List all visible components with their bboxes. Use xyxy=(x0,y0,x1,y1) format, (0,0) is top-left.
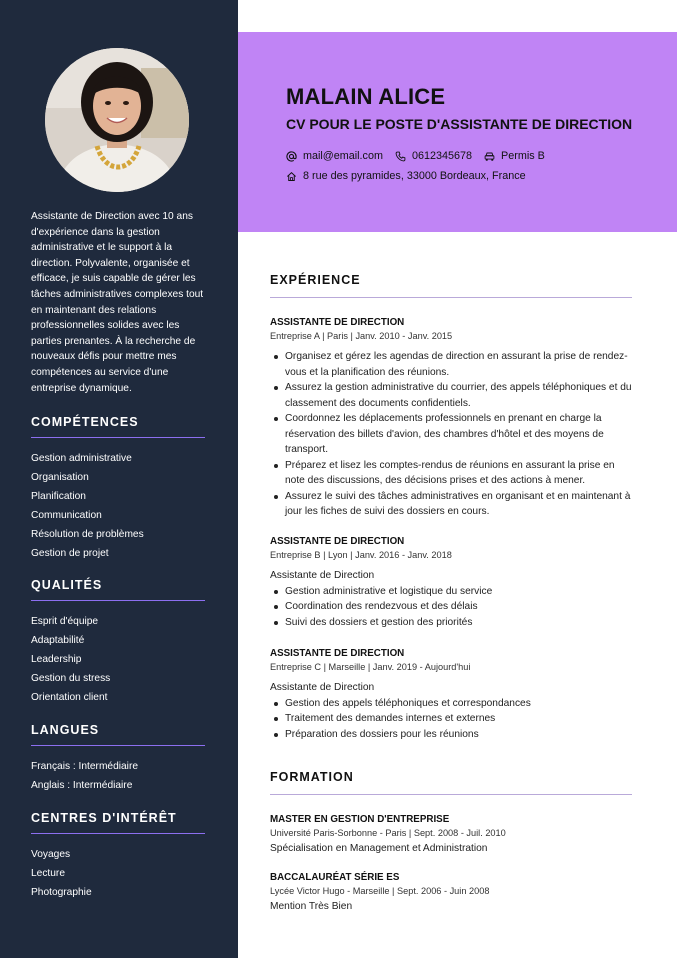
contact-info xyxy=(286,146,557,186)
home-icon xyxy=(286,171,297,182)
sidebar xyxy=(0,0,238,958)
education-title: FORMATION xyxy=(270,770,354,784)
job-entry-title: ASSISTANTE DE DIRECTION xyxy=(270,317,405,328)
job-entry-subtitle: Entreprise C | Marseille | Janv. 2019 - Aujourd'hui xyxy=(270,662,471,672)
job-entry xyxy=(270,647,632,742)
profile-photo xyxy=(45,48,189,192)
list-item: Orientation client xyxy=(31,692,108,703)
list-item: Organisation xyxy=(31,472,89,483)
skills-divider xyxy=(31,437,205,438)
job-title: CV POUR LE POSTE D'ASSISTANTE DE DIRECTION xyxy=(286,116,633,132)
job-entry-bullets xyxy=(270,349,632,520)
qualities-section xyxy=(31,578,205,707)
address-row xyxy=(286,166,557,186)
education-entry-description: Spécialisation en Management et Administration xyxy=(270,843,488,854)
cv-header xyxy=(238,32,677,232)
email-text: mail@email.com xyxy=(303,150,383,162)
interests-title: CENTRES D'INTÉRÊT xyxy=(31,811,177,825)
languages-title: LANGUES xyxy=(31,723,100,737)
education-entry-description: Mention Très Bien xyxy=(270,901,353,912)
list-item: Voyages xyxy=(31,849,71,860)
job-entry-title: ASSISTANTE DE DIRECTION xyxy=(270,536,405,547)
phone-text: 0612345678 xyxy=(411,150,473,162)
qualities-list xyxy=(31,612,205,707)
education-entry-title: BACCALAURÉAT SÉRIE ES xyxy=(270,872,400,883)
email-contact[interactable] xyxy=(286,150,383,162)
list-item: Organisez et gérez les agendas de direction en assurant la prise de rendez-vous et la planification des réunions. xyxy=(270,349,632,380)
education-entry xyxy=(270,871,632,915)
address-contact xyxy=(286,170,526,182)
profile-photo-illustration xyxy=(45,48,189,192)
license-text: Permis B xyxy=(501,150,545,162)
skills-section xyxy=(31,415,205,563)
profile-summary: Assistante de Direction avec 10 ans d'expérience dans la gestion administrative et le support à la direction. Polyvalente, organisée et efficace, je suis capable de gérer les tâches administratives complexes tout en maintenant des relations professionnelles solides avec les parties prenantes. À la recherche de nouveaux défis pour mettre mes compétences au service d'une entreprise dynamique. xyxy=(31,211,204,394)
list-item: Gestion administrative et logistique du service xyxy=(270,584,632,600)
languages-section xyxy=(31,723,205,795)
list-item: Adaptabilité xyxy=(31,635,85,646)
job-entry-title: ASSISTANTE DE DIRECTION xyxy=(270,648,405,659)
job-entry xyxy=(270,316,632,520)
job-entry-bullets xyxy=(270,584,632,631)
list-item: Anglais : Intermédiaire xyxy=(31,780,133,791)
address-text: 8 rue des pyramides, 33000 Bordeaux, France xyxy=(303,170,526,182)
list-item: Coordonnez les déplacements professionnels en prenant en charge la réservation des billets d'avion, des chambres d'hôtel et des moyens de transport. xyxy=(270,411,632,458)
license-info xyxy=(484,150,545,162)
candidate-name: MALAIN ALICE xyxy=(286,84,446,109)
qualities-title: QUALITÉS xyxy=(31,578,103,592)
job-entry xyxy=(270,535,632,630)
list-item: Esprit d'équipe xyxy=(31,616,99,627)
list-item: Assurez la gestion administrative du courrier, des appels téléphoniques et du classement des documents confidentiels. xyxy=(270,380,632,411)
education-divider xyxy=(270,794,632,795)
experience-divider xyxy=(270,297,632,298)
list-item: Gestion du stress xyxy=(31,673,111,684)
job-entry-subtitle: Entreprise B | Lyon | Janv. 2016 - Janv. 2018 xyxy=(270,550,452,560)
list-item: Gestion de projet xyxy=(31,548,109,559)
list-item: Suivi des dossiers et gestion des priorités xyxy=(270,615,632,631)
list-item: Lecture xyxy=(31,868,65,879)
skills-title: COMPÉTENCES xyxy=(31,415,139,429)
list-item: Assurez le suivi des tâches administratives en organisant et en maintenant à jour les fiches de suivi des dossiers en cours. xyxy=(270,489,632,520)
job-entry-bullets xyxy=(270,696,632,743)
interests-divider xyxy=(31,833,205,834)
job-entry-subtitle: Entreprise A | Paris | Janv. 2010 - Janv. 2015 xyxy=(270,331,453,341)
list-item: Photographie xyxy=(31,887,92,898)
list-item: Planification xyxy=(31,491,86,502)
qualities-divider xyxy=(31,600,205,601)
job-entry-description: Assistante de Direction xyxy=(270,682,375,693)
list-item: Traitement des demandes internes et externes xyxy=(270,711,632,727)
list-item: Préparez et lisez les comptes-rendus de réunions en assurant la prise en note des discussions, des décisions prises et des actions à mener. xyxy=(270,458,632,489)
car-icon xyxy=(484,151,495,162)
job-entry-description: Assistante de Direction xyxy=(270,570,375,581)
experience-title: EXPÉRIENCE xyxy=(270,273,361,287)
education-entry-subtitle: Université Paris-Sorbonne - Paris | Sept. 2008 - Juil. 2010 xyxy=(270,828,506,838)
phone-icon xyxy=(395,151,406,162)
interests-section xyxy=(31,811,205,902)
list-item: Résolution de problèmes xyxy=(31,529,144,540)
languages-list xyxy=(31,757,205,795)
education-entry-subtitle: Lycée Victor Hugo - Marseille | Sept. 2006 - Juin 2008 xyxy=(270,886,490,896)
list-item: Français : Intermédiaire xyxy=(31,761,139,772)
education-entry xyxy=(270,813,632,857)
list-item: Gestion administrative xyxy=(31,453,132,464)
education-entry-title: MASTER EN GESTION D'ENTREPRISE xyxy=(270,814,450,825)
phone-contact[interactable] xyxy=(395,150,472,162)
list-item: Coordination des rendezvous et des délais xyxy=(270,599,632,615)
list-item: Leadership xyxy=(31,654,82,665)
list-item: Gestion des appels téléphoniques et correspondances xyxy=(270,696,632,712)
contact-row xyxy=(286,146,557,166)
list-item: Préparation des dossiers pour les réunions xyxy=(270,727,632,743)
at-icon xyxy=(286,151,297,162)
interests-list xyxy=(31,845,205,902)
list-item: Communication xyxy=(31,510,102,521)
languages-divider xyxy=(31,745,205,746)
skills-list xyxy=(31,449,205,563)
